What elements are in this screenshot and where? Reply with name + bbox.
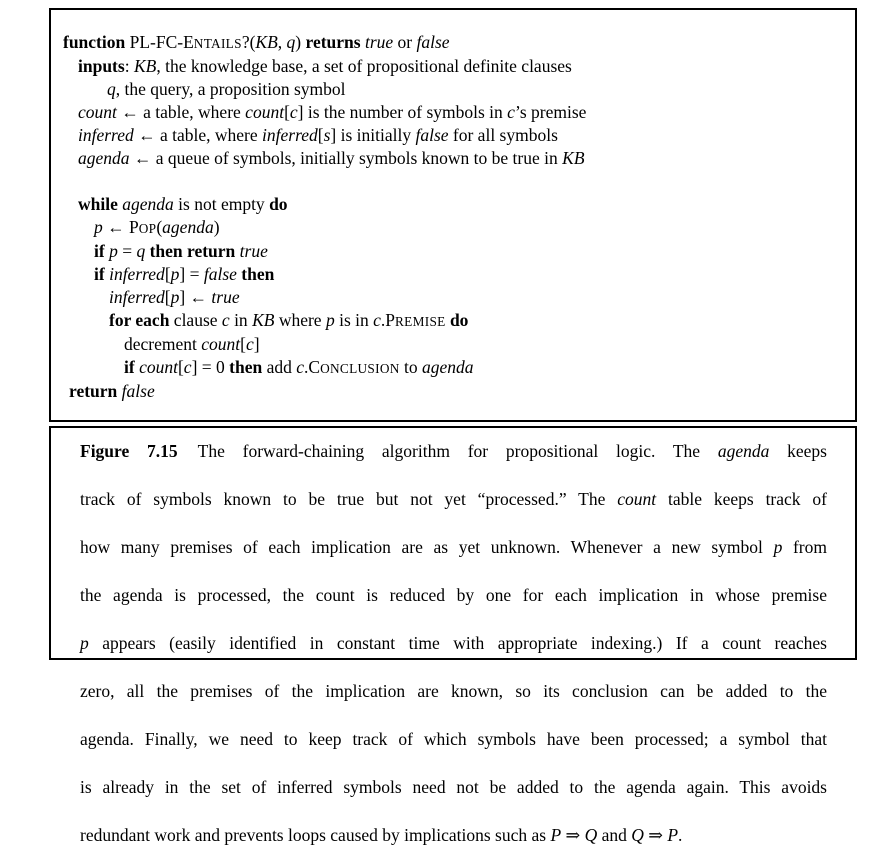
text-run: false — [415, 125, 449, 145]
text-run: c — [296, 357, 305, 377]
text-run: ] ← — [179, 287, 212, 307]
text-run: track of symbols known to be true but not yet “processed.” The — [80, 489, 618, 509]
text-run: p — [109, 241, 118, 261]
text-run: do — [269, 194, 288, 214]
text-run: agenda — [422, 357, 474, 377]
text-run: .P — [380, 310, 396, 330]
text-run: clause — [173, 310, 222, 330]
text-run: table keeps track of — [656, 489, 827, 509]
text-run: zero, all the premises of the implication are known, so its conclusion can be added to the — [80, 681, 827, 701]
text-run: ← a table, where — [116, 102, 246, 122]
text-run: c — [289, 102, 298, 122]
caption-line-4 — [80, 631, 827, 679]
text-run: . — [678, 825, 683, 845]
text-run: c — [245, 334, 254, 354]
pseudocode-line-3 — [63, 101, 847, 124]
text-run: true — [364, 32, 394, 52]
text-run: [ — [177, 357, 184, 377]
text-run: false — [416, 32, 450, 52]
text-run: and — [597, 825, 632, 845]
text-run: decrement — [124, 334, 202, 354]
text-run: P — [667, 825, 679, 845]
text-run: KB — [255, 32, 278, 52]
text-run: ← P — [102, 217, 139, 237]
text-run: if — [94, 264, 110, 284]
text-run: while — [78, 194, 123, 214]
text-run: count — [617, 489, 657, 509]
text-run: is not empty — [173, 194, 270, 214]
text-run: ] is initially — [330, 125, 416, 145]
text-run: ] — [253, 334, 260, 354]
pseudocode-line-1 — [63, 55, 847, 78]
text-run: inferred — [109, 287, 165, 307]
text-run: c — [373, 310, 381, 330]
text-run: q — [286, 32, 296, 52]
text-run: : — [124, 56, 134, 76]
text-run: how many premises of each implication are as yet unknown. Whenever a new symbol — [80, 537, 774, 557]
text-run: ) — [213, 217, 220, 237]
text-run: false — [121, 381, 155, 401]
text-run: ’s premise — [514, 102, 587, 122]
pseudocode-line-0 — [63, 31, 847, 55]
text-run: inferred — [109, 264, 165, 284]
text-run: keeps — [769, 441, 827, 461]
text-run: or — [393, 32, 417, 52]
text-run: Q — [631, 825, 644, 845]
text-run: = — [117, 241, 137, 261]
text-run: agenda — [717, 441, 770, 461]
text-run: to — [399, 357, 422, 377]
text-run: is in — [334, 310, 374, 330]
text-run: if — [94, 241, 110, 261]
text-run: Q — [584, 825, 598, 845]
text-run: p — [170, 287, 180, 307]
caption-line-0 — [80, 439, 827, 487]
text-run: count — [245, 102, 285, 122]
text-run: returns — [305, 32, 365, 52]
smallcaps-text-run: OP — [138, 221, 157, 236]
text-run: , the knowledge base, a set of propositional definite clauses — [156, 56, 572, 76]
pseudocode-line-11 — [63, 286, 847, 309]
pseudocode-line-9 — [63, 240, 847, 263]
text-run: the agenda is processed, the count is reduced by one for each implication in whose premise — [80, 585, 827, 605]
pseudocode-blank-line — [63, 170, 847, 193]
text-run: agenda — [162, 217, 214, 237]
text-run: [ — [164, 287, 171, 307]
text-run: Figure 7.15 — [80, 441, 178, 461]
pseudocode-line-14 — [63, 356, 847, 380]
text-run: ← a table, where — [133, 125, 263, 145]
text-run: count — [201, 334, 241, 354]
text-run: , — [277, 32, 287, 52]
text-run: ⇒ — [561, 825, 585, 845]
caption-line-6 — [80, 727, 827, 775]
text-run: q — [136, 241, 146, 261]
text-run: [ — [317, 125, 324, 145]
text-run: P — [550, 825, 562, 845]
text-run: true — [239, 241, 268, 261]
text-run: false — [203, 264, 237, 284]
text-run: [ — [240, 334, 246, 354]
text-run: KB — [133, 56, 157, 76]
text-run: redundant work and prevents loops caused by implications such as — [80, 825, 551, 845]
text-run: agenda — [122, 194, 174, 214]
text-run: in — [229, 310, 253, 330]
text-run: return — [69, 381, 122, 401]
text-run: [ — [284, 102, 290, 122]
text-run: count — [78, 102, 117, 122]
algorithm-pseudocode-box — [49, 8, 857, 422]
text-run: inferred — [78, 125, 134, 145]
text-run: inputs — [78, 56, 125, 76]
pseudocode-line-10 — [63, 263, 847, 286]
text-run: p — [773, 537, 783, 557]
caption-line-8 — [80, 823, 827, 847]
text-run: appears (easily identified in constant time with appropriate indexing.) If a count reaches — [88, 633, 827, 653]
text-run: function — [63, 32, 130, 52]
caption-line-1 — [80, 487, 827, 535]
pseudocode-line-5 — [63, 147, 847, 170]
text-run: inferred — [262, 125, 318, 145]
smallcaps-text-run: REMISE — [395, 314, 446, 329]
text-run: for all symbols — [448, 125, 558, 145]
text-run: s — [323, 125, 331, 145]
text-run: ← a queue of symbols, initially symbols known to be true in — [129, 148, 563, 168]
figure-caption-box — [49, 426, 857, 845]
smallcaps-text-run: ONCLUSION — [320, 361, 400, 376]
text-run: agenda. Finally, we need to keep track of which symbols have been processed; a symbol that — [80, 729, 827, 749]
text-run: c — [183, 357, 192, 377]
text-run: p — [170, 264, 180, 284]
pseudocode-line-4 — [63, 124, 847, 147]
caption-line-2 — [80, 535, 827, 583]
text-run: KB — [252, 310, 275, 330]
caption-line-3 — [80, 583, 827, 631]
text-run: for each — [109, 310, 174, 330]
text-run: ] = — [179, 264, 204, 284]
text-run: then return — [149, 241, 240, 261]
text-run: then — [241, 264, 275, 284]
text-run: add — [262, 357, 297, 377]
text-run: q — [107, 79, 116, 99]
text-run: where — [274, 310, 326, 330]
text-run: then — [229, 357, 263, 377]
pseudocode-line-13 — [63, 333, 847, 356]
text-run: .C — [304, 357, 321, 377]
text-run: ] = 0 — [191, 357, 230, 377]
text-run: p — [325, 310, 335, 330]
text-run: is already in the set of inferred symbols need not be added to the agenda again. This avoids — [80, 777, 827, 797]
text-run: KB — [562, 148, 585, 168]
caption-line-7 — [80, 775, 827, 823]
text-run: count — [139, 357, 178, 377]
text-run: PL-FC-E — [129, 32, 194, 52]
pseudocode-line-8 — [63, 216, 847, 240]
text-run: ?( — [241, 32, 256, 52]
text-run: c — [221, 310, 230, 330]
text-run: ) — [295, 32, 306, 52]
text-run: from — [782, 537, 827, 557]
pseudocode-line-2 — [63, 78, 847, 101]
text-run: if — [124, 357, 140, 377]
text-run: , the query, a proposition symbol — [115, 79, 346, 99]
text-run: ⇒ — [643, 825, 668, 845]
text-run: agenda — [78, 148, 130, 168]
text-run: p — [80, 633, 89, 653]
text-run: true — [211, 287, 240, 307]
pseudocode-line-7 — [63, 193, 847, 216]
pseudocode-line-12 — [63, 309, 847, 333]
text-run: [ — [164, 264, 171, 284]
text-run: ( — [156, 217, 163, 237]
text-run: c — [507, 102, 515, 122]
caption-line-5 — [80, 679, 827, 727]
smallcaps-text-run: NTAILS — [193, 36, 242, 51]
text-run: The forward-chaining algorithm for propositional logic. The — [197, 441, 718, 461]
pseudocode-line-15 — [63, 380, 847, 403]
text-run: ] is the number of symbols in — [297, 102, 508, 122]
text-run: p — [94, 217, 103, 237]
text-run: do — [449, 310, 469, 330]
